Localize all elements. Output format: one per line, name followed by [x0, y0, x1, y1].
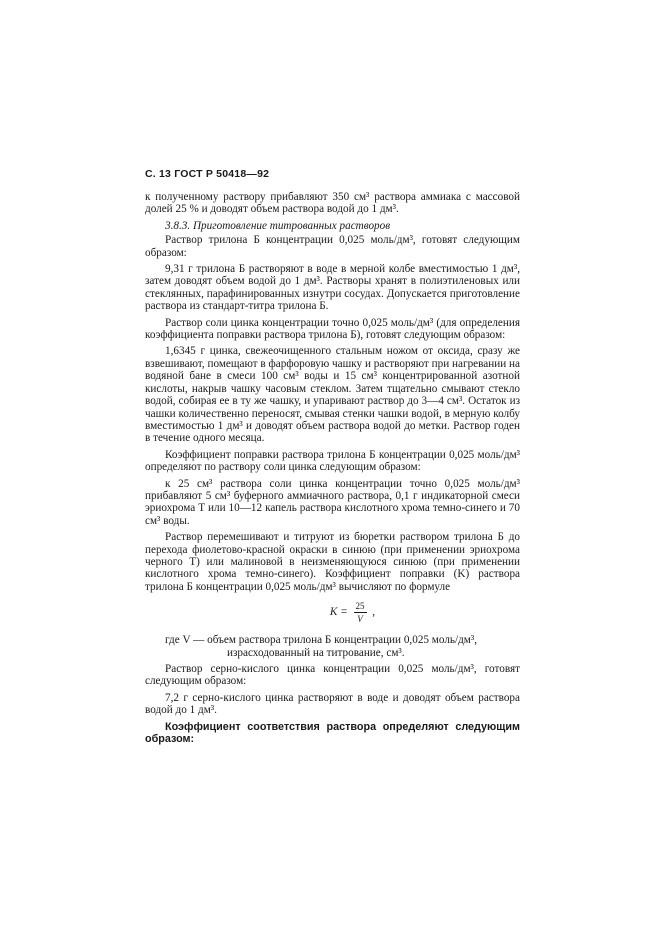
paragraph-conformity-coefficient: Коэффициент соответствия раствора определяют следующим образом: — [145, 720, 520, 746]
formula — [165, 601, 540, 624]
formula-denominator: V — [357, 614, 363, 625]
paragraph-correction-factor: Коэффициент поправки раствора трилона Б концентрации 0,025 моль/дм³ определяют по раствору соли цинка следующим образом: — [145, 448, 520, 474]
formula-explanation-lead: где V — объем раствора трилона Б концентрации 0,025 моль/дм³, — [165, 634, 478, 647]
formula-fraction — [354, 601, 367, 624]
paragraph-titration-procedure: Раствор перемешивают и титруют из бюретки раствором трилона Б до перехода фиолетово-красной окраски в синюю (при применении эриохрома черного Т) или малиновой в неизменяющуюся синюю (при применении кислотного хрома темно-синего). Коэффициент поправки (K) раствора трилона Б концентрации 0,025 моль/дм³ вычисляют по формуле — [145, 531, 520, 593]
formula-numerator: 25 — [355, 601, 365, 612]
paragraph-trilon-solution: Раствор трилона Б концентрации 0,025 моль/дм³, готовят следующим образом: — [145, 234, 520, 259]
paragraph-zinc-salt-solution: Раствор соли цинка концентрации точно 0,025 моль/дм³ (для определения коэффициента поправки раствора трилона Б), готовят следующим образом: — [145, 316, 520, 342]
paragraph-titration-setup: к 25 см³ раствора соли цинка концентрации точно 0,025 моль/дм³ прибавляют 5 см³ буферного аммиачного раствора, 0,1 г индикаторной смеси эриохрома Т или 10—12 капель раствора кислотного хрома темно-синего и 70 см³ воды. — [145, 477, 520, 527]
document-body — [145, 191, 520, 749]
paragraph-zinc-sulfate-solution: Раствор серно-кислого цинка концентрации 0,025 моль/дм³, готовят следующим образом: — [145, 663, 520, 688]
formula-lhs: K = — [329, 606, 351, 619]
formula-explanation-cont: израсходованный на титрование, см³. — [227, 646, 405, 659]
section-heading-titrated-solutions: 3.8.3. Приготовление титрованных растворов — [165, 219, 391, 232]
paragraph-zinc-preparation: 1,6345 г цинка, свежеочищенного стальным ножом от оксида, сразу же взвешивают, помещают в фарфоровую чашку и растворяют при нагревании на водяной бане в смеси 100 см³ воды и 15 см³ концентрированной азотной кислоты, накрыв чашку часовым стеклом. Затем тщательно смывают стекло водой, собирая ее в ту же чашку, и упаривают раствор до 3—4 см³. Остаток из чашки количественно переносят, смывая стенки чашки водой, в мерную колбу вместимостью 1 дм³ и доводят объем раствора водой до метки. Раствор годен в течение одного месяца. — [145, 345, 520, 445]
formula-block — [145, 601, 520, 624]
paragraph-ammonia-continuation: к полученному раствору прибавляют 350 см³ раствора аммиака с массовой долей 25 % и доводят объем раствора водой до 1 дм³. — [145, 191, 520, 216]
page-header: С. 13 ГОСТ Р 50418—92 — [145, 168, 270, 180]
paragraph-zinc-sulfate-preparation: 7,2 г серно-кислого цинка растворяют в воде и доводят объем раствора водой до 1 дм³. — [145, 691, 520, 717]
paragraph-trilon-preparation: 9,31 г трилона Б растворяют в воде в мерной колбе вместимостью 1 дм³, затем доводят объем водой до 1 дм³. Растворы хранят в полиэтиленовых или стеклянных, парафинированных изнутри сосудах. Допускается приготовление раствора из стандарт-титра трилона Б. — [145, 263, 520, 313]
formula-explanation — [145, 634, 520, 659]
formula-tail: , — [369, 606, 376, 619]
